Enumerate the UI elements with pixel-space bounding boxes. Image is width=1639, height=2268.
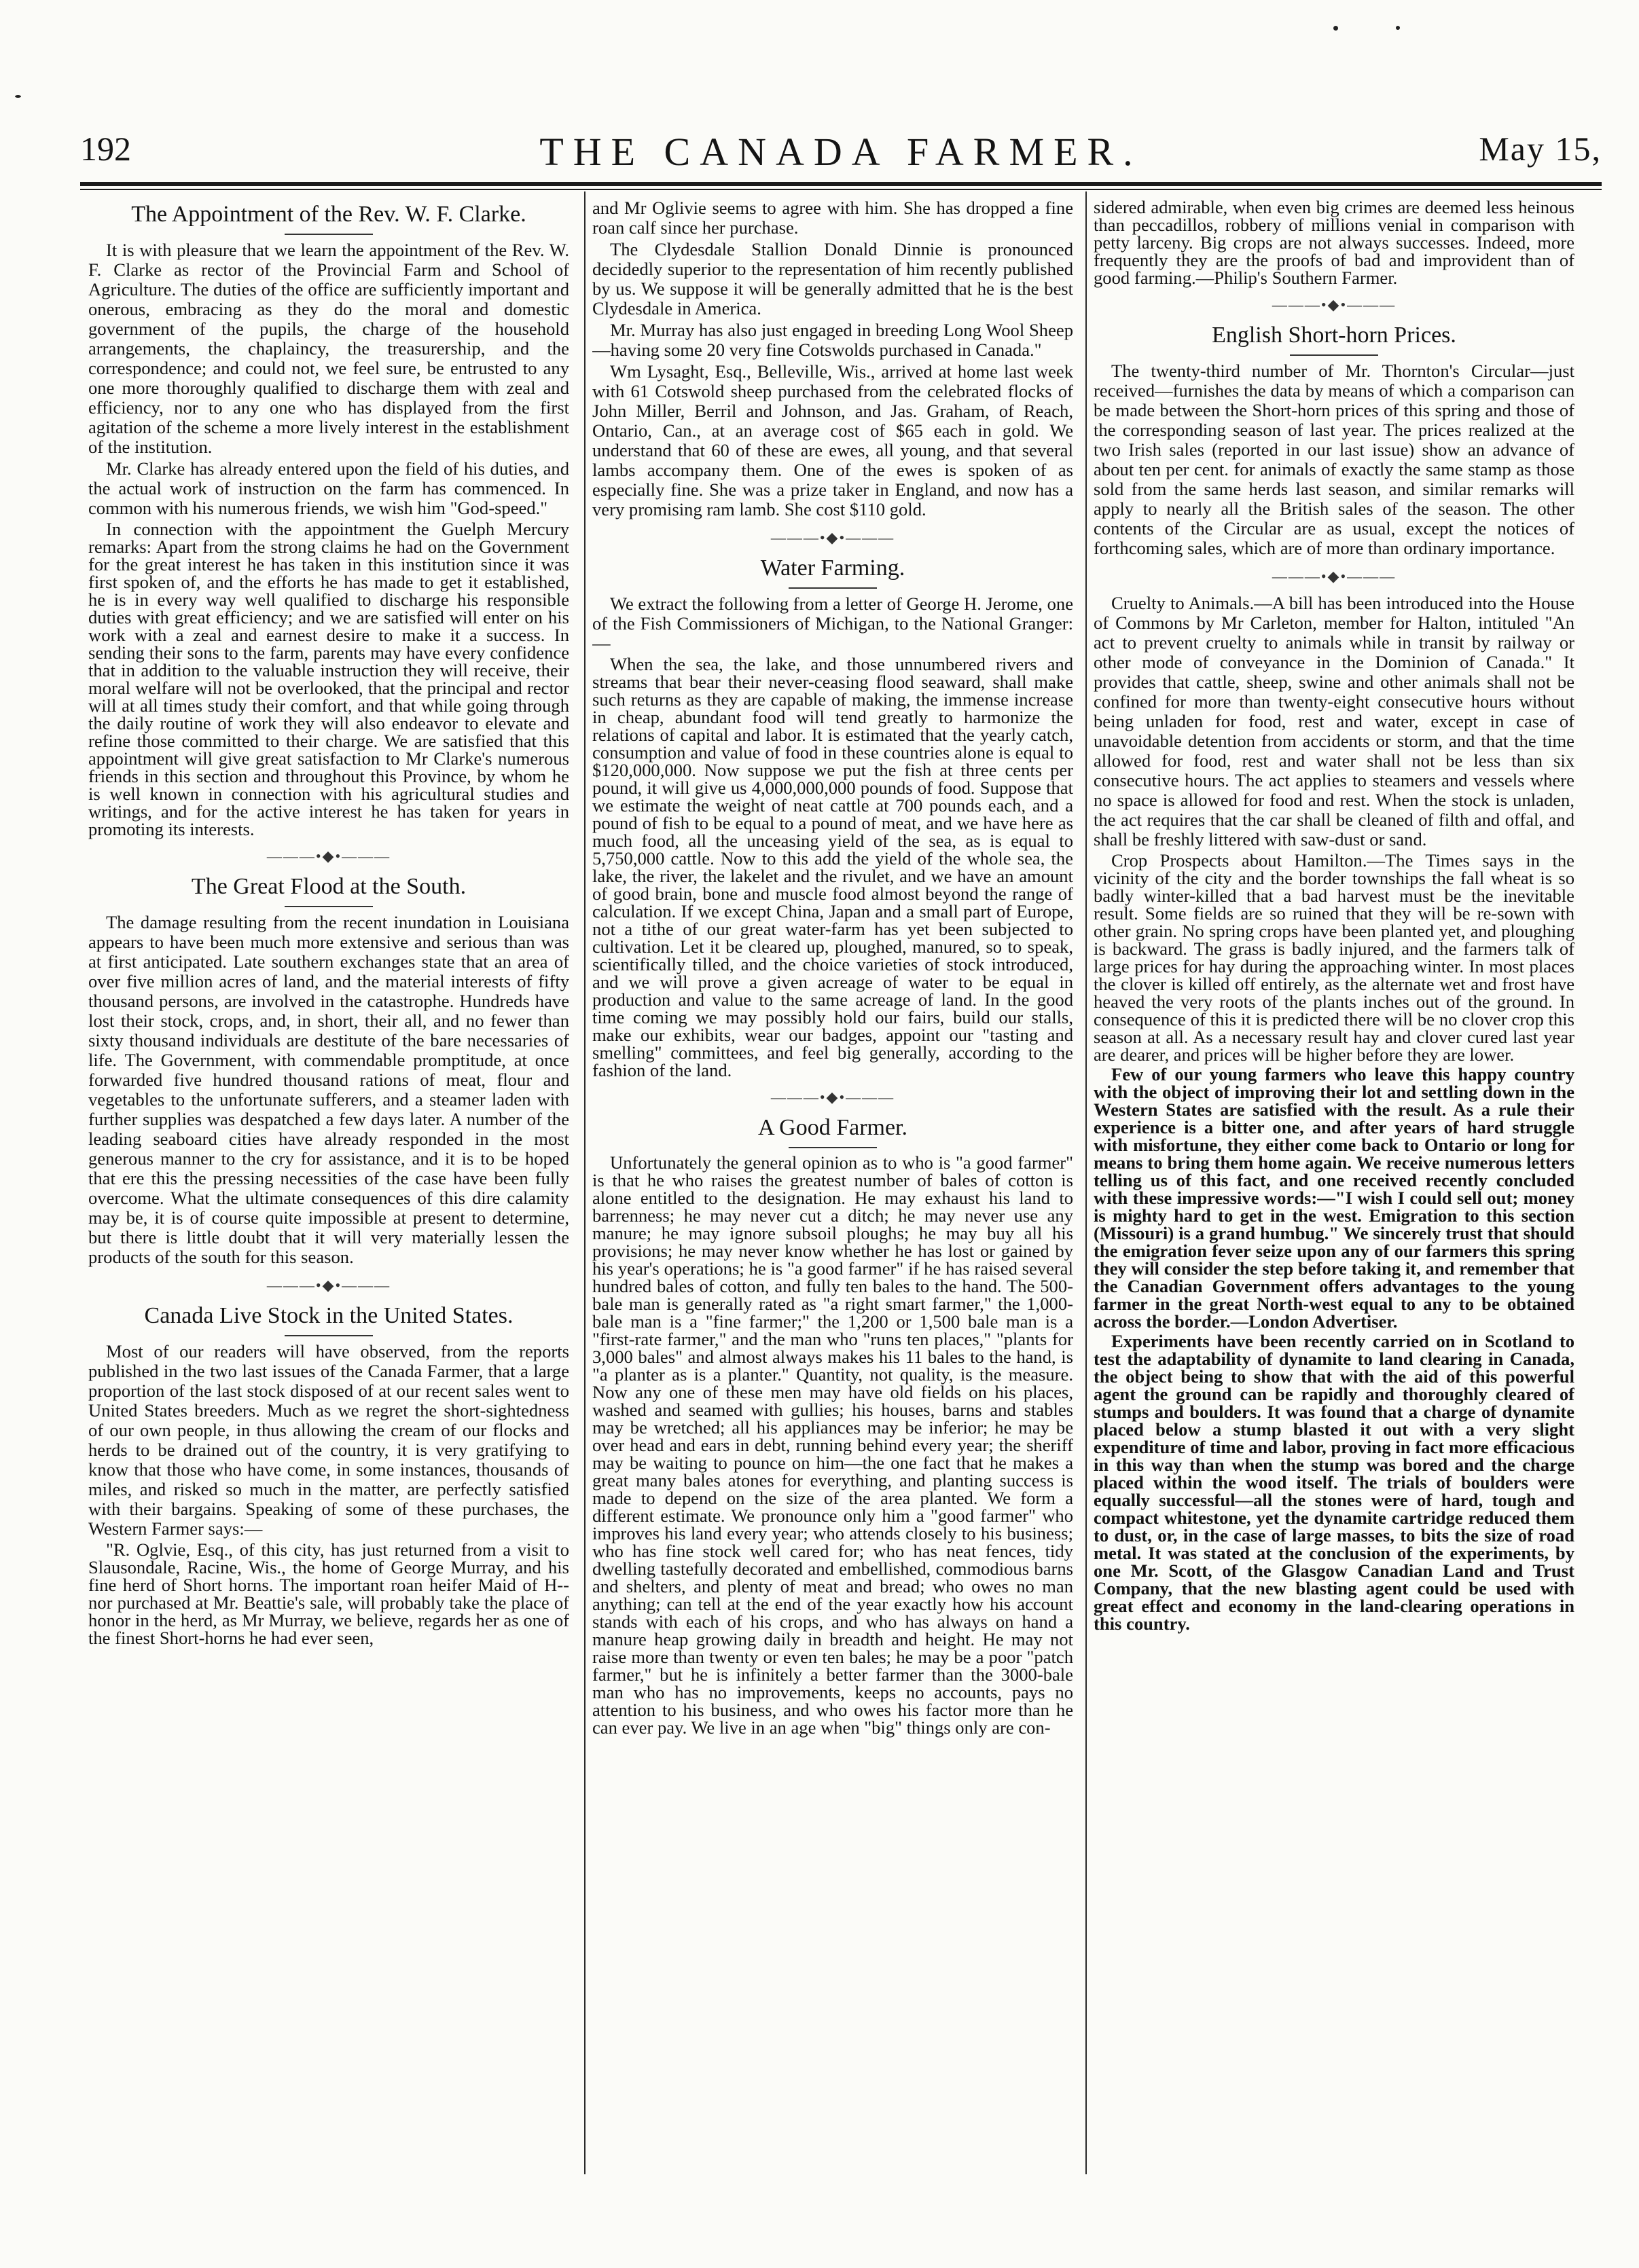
section-ornament: ———•◆•——— — [266, 847, 391, 864]
paragraph: Wm Lysaght, Esq., Belleville, Wis., arrived at home last week with 61 Cotswold sheep purchased from the celebrated flocks of John Miller, Berril and Johnson, and Jas. Graham, of Reach, Ontario, Can., at an average cost of $65 each in gold. We understand that 60 of these are ewes, all young, and that several lambs accompany them. One of the ewes is spoken of as especially fine. She was a prize taker in England, and now has a very promising ram lamb. She cost $110 gold. — [592, 361, 1073, 519]
article-title-livestock: Canada Live Stock in the United States. — [88, 1302, 569, 1336]
column-separator — [1085, 191, 1087, 2174]
section-ornament: ———•◆•——— — [1272, 296, 1397, 313]
article-title-flood: The Great Flood at the South. — [88, 873, 569, 907]
article-title-water: Water Farming. — [592, 555, 1073, 589]
column-3 — [1094, 198, 1574, 2181]
paragraph: Most of our readers will have observed, from the reports published in the two last issues of the Canada Farmer, that a large proportion of the last stock disposed of at our recent sales went to United States breeders. Much as we regret the short-sightedness of our own people, in thus allowing the cream of our flocks and herds to be drained out of the country, it is very gratifying to know that those who have come, in some instances, thousands of miles, and risked so much in the matter, are perfectly satisfied with their bargains. Speaking of some of these purchases, the Western Farmer says:— — [88, 1341, 569, 1539]
paragraph: We extract the following from a letter of George H. Jerome, one of the Fish Commissioners of Michigan, to the National Granger:— — [592, 593, 1073, 653]
article-title-good-farmer: A Good Farmer. — [592, 1114, 1073, 1148]
paragraph: "R. Oglvie, Esq., of this city, has just returned from a visit to Slausondale, Racine, Wis., the home of George Murray, and his fine herd of Short horns. The important roan heifer Maid of H-- nor purchased at Mr. Beattie's sale, will probably take the place of honor in the herd, as Mr Murray, we believe, regards her as one of the finest Short-horns he had ever seen, — [88, 1539, 569, 1648]
paragraph: Few of our young farmers who leave this happy country with the object of improving their lot and settling down in the Western States are satisfied with the result. As a rule their experience is a bitter one, and after years of hard struggle with misfortune, they either come back to Ontario or long for means to bring them home again. We receive numerous letters telling us of this fact, and one received recently concluded with these impressive words:—"I wish I could sell out; money is mighty hard to get in the west. Emigration to this section (Missouri) is a grand humbug." We sincerely trust that should the emigration fever seize upon any of our farmers this spring they will consider the step before taking it, and remember that the Canadian Government offers advantages to the young farmer in the great North-west equal to any to be obtained across the border.—London Advertiser. — [1094, 1064, 1574, 1332]
page-header — [80, 129, 1602, 177]
paragraph: and Mr Oglivie seems to agree with him. She has dropped a fine roan calf since her purchase. — [592, 198, 1073, 238]
paragraph: Crop Prospects about Hamilton.—The Times says in the vicinity of the city and the border townships the fall wheat is so badly winter-killed that a bad harvest must be the inevitable result. Some fields are so ruined that they will be re-sown with other grain. No spring crops have been planted yet, and ploughing is backward. The grass is badly injured, and the farmers talk of large prices for hay during the approaching winter. In most places the clover is killed off entirely, as the alternate wet and frost have heaved the very roots of the plants inches out of the ground. In consequence of this it is predicted there will be no clover crop this season at all. As a necessary result hay and clover cured last year are dearer, and prices will be higher before they are lower. — [1094, 850, 1574, 1065]
section-ornament: ———•◆•——— — [770, 1089, 895, 1105]
article-title-clarke: The Appointment of the Rev. W. F. Clarke. — [88, 201, 569, 235]
paragraph: Mr. Clarke has already entered upon the field of his duties, and the actual work of instruction on the farm has commenced. In common with his numerous friends, we wish him "God-speed." — [88, 458, 569, 518]
section-ornament: ———•◆•——— — [266, 1277, 391, 1294]
header-rule-thin — [80, 189, 1602, 190]
paragraph: Unfortunately the general opinion as to who is "a good farmer" is that he who raises the greatest number of bales of cotton is alone entitled to the designation. He may exhaust his land to barrenness; he may never cut a ditch; he may never use any manure; he may ignore subsoil ploughs; he may buy all his provisions; he may never know whether he has lost or gained by his year's operations; he is "a good farmer" if he has raised several hundred bales of cotton, and fully ten bales to the hand. The 500-bale man is generally rated as "a right smart farmer," the 1,000-bale man is a "fine farmer;" the 1,200 or 1,500 bale man is a "first-rate farmer," and the man who "runs ten places," "plants for 3,000 bales" and almost always makes his 11 bales to the hand, is "a planter as is a planter." Quantity, not quality, is the measure. Now any one of these men may have old fields on his places, washed and seamed with gullies; his houses, barns and stables may be wretched; all his appliances may be inferior; he may be over head and ears in debt, running behind every year; the sheriff may be waiting to pounce on him—the one fact that he makes a great many bales atones for everything, and planting success is made to depend on the size of the area planted. We form a different estimate. We pronounce only him a "good farmer" who improves his land every year; who attends closely to his business; who has fine stock well cared for; who has neat fences, tidy dwelling tastefully decorated and embellished, commodious barns and shelters, and plenty of meat and bread; who owes no man anything; can tell at the end of the year exactly how his account stands with each of his crops, and who has always on hand a manure heap growing daily in breadth and height. He may not raise more than twenty or even ten bales; he may be a poor "patch farmer," but he is infinitely a better farmer than the 3000-bale man who has no improvements, keeps no accounts, pays no attention to his business, and who owes his factor more than he can ever pay. We live in an age when "big" things only are con- — [592, 1152, 1073, 1738]
page-number: 192 — [80, 130, 131, 168]
column-1 — [88, 198, 569, 2181]
paragraph: Cruelty to Animals.—A bill has been introduced into the House of Commons by Mr Carleton, member for Halton, intituled "An act to prevent cruelty to animals while in transit by railway or other mode of conveyance in the Dominion of Canada." It provides that cattle, sheep, swine and other animals shall not be confined for more than twenty-eight consecutive hours without being unladen for food, rest and water, except in case of unavoidable detention from accidents or storm, and that the time allowed for food, rest and water shall not be less than six consecutive hours. The act applies to steamers and vessels where no space is allowed for food and rest. When the stock is unladen, the act requires that the car shall be cleaned of filth and offal, and shall be freshly littered with saw-dust or sand. — [1094, 593, 1574, 849]
paragraph: When the sea, the lake, and those unnumbered rivers and streams that bear their never-ceasing flood seaward, shall make such returns as they are capable of making, the immense increase in cheap, abundant food will tend greatly to harmonize the relations of capital and labor. It is estimated that the yearly catch, consumption and value of food in these countries alone is equal to $120,000,000. Now suppose we put the fish at three cents per pound, it will give us 4,000,000,000 pounds of food. Suppose that we estimate the weight of neat cattle at 700 pounds each, and a pound of fish to be equal to a pound of meat, and we have here as much food, all the unceasing yield of the sea, as is equal to 5,750,000 cattle. Now to this add the yield of the whole sea, the lake, the river, the lakelet and the rivulet, and we have an amount of good brain, bone and muscle food almost beyond the range of calculation. If we except China, Japan and a small part of Europe, not a tithe of our great water-farm has yet been subjected to cultivation. Let it be cleared up, ploughed, manured, so to speak, scientifically tilled, and the choice varieties of stock introduced, and we will prove a given acreage of water to be equal in production and value to the same acreage of land. In the good time coming we may possibly hold our fairs, build our stalls, make our exhibits, wear our badges, appoint our "tasting and smelling" committees, and feel big generally, according to the fashion of the land. — [592, 654, 1073, 1080]
section-ornament: ———•◆•——— — [770, 529, 895, 546]
column-2 — [592, 198, 1073, 2181]
paragraph: The Clydesdale Stallion Donald Dinnie is pronounced decidedly superior to the representation of him recently published by us. We suppose it will be generally admitted that he is the best Clydesdale in America. — [592, 239, 1073, 318]
issue-date: May 15, — [1479, 130, 1602, 168]
paragraph: Experiments have been recently carried on in Scotland to test the adaptability of dynamite to land clearing in Canada, the object being to show that with the aid of this powerful agent the ground can be rapidly and thoroughly cleared of stumps and boulders. It was found that a charge of dynamite placed below a stump blasted it out with a very slight expenditure of time and labor, proving in fact more efficacious in this way than when the stump was bored and the charge placed within the wood itself. The trials of boulders were equally successful—all the stones were of hard, tough and compact whitestone, yet the dynamite cartridge reduced them to dust, or, in the case of large masses, to bits the size of road metal. It was stated at the conclusion of the experiments, by one Mr. Scott, of the Glasgow Canadian Land and Trust Company, that the new blasting agent could be used with great effect and economy in the land-clearing operations in this country. — [1094, 1331, 1574, 1634]
paragraph: Mr. Murray has also just engaged in breeding Long Wool Sheep—having some 20 very fine Cotswolds purchased in Canada." — [592, 320, 1073, 360]
section-ornament: ———•◆•——— — [1272, 568, 1397, 585]
paragraph: It is with pleasure that we learn the appointment of the Rev. W. F. Clarke as rector of the Provincial Farm and School of Agriculture. The duties of the office are sufficiently important and onerous, embracing as they do the moral and domestic government of the pupils, the charge of the household arrangements, the chaplaincy, the treasurership, and the correspondence; and could not, we feel sure, be entrusted to any one more thoroughly qualified to discharge them with zeal and efficiency, nor to any one who has displayed from the first agitation of the scheme a more lively interest in the establishment of the institution. — [88, 240, 569, 457]
header-rule — [80, 182, 1602, 186]
masthead-title: THE CANADA FARMER. — [539, 130, 1142, 174]
paragraph: The damage resulting from the recent inundation in Louisiana appears to have been much more extensive and serious than was at first anticipated. Late southern exchanges state that an area of over five million acres of land, and the material interests of fifty thousand persons, are involved in the catastrophe. Hundreds have lost their stock, crops, and, in short, their all, and no fewer than sixty thousand individuals are destitute of the bare necessaries of life. The Government, with commendable promptitude, at once forwarded five hundred thousand rations of meat, flour and vegetables to the unfortunate sufferers, and a steamer laden with further supplies was despatched a few days later. A number of the leading seaboard cities have already responded in the most generous manner to the cry for assistance, and it is to be hoped that ere this the pressing necessities of the case have been fully overcome. What the ultimate consequences of this dire calamity may be, it is of course quite impossible at present to determine, but there is little doubt that it will very materially lessen the products of the south for this season. — [88, 912, 569, 1267]
paragraph: In connection with the appointment the Guelph Mercury remarks: Apart from the strong claims he had on the Government for the great interest he has taken in this institution since it was first spoken of, and the efforts he has made to get it established, he is in every way well qualified to discharge his responsible duties with great efficiency; and we are satisfied will enter on his work with a zeal and earnest desire to make it a success. In sending their sons to the farm, parents may have every confidence that in addition to the valuable instruction they will receive, their moral welfare will not be overlooked, that the principal and rector will at all times study their comfort, and that while going through the daily routine of work they will also endeavor to elevate and refine those committed to their charge. We are satisfied that this appointment will give great satisfaction to Mr Clarke's numerous friends in this section and throughout this Province, by whom he is well known in connection with his agricultural studies and writings, and for the active interest he has taken for years in promoting its interests. — [88, 519, 569, 839]
paragraph: The twenty-third number of Mr. Thornton's Circular—just received—furnishes the data by means of which a comparison can be made between the Short-horn prices of this spring and those of the corresponding season of last year. The prices realized at the two Irish sales (reported in our last issue) show an advance of about ten per cent. for animals of exactly the same stamp as those sold from the same herds last season, and similar remarks will apply to nearly all the British sales of the season. The other contents of the Circular are as usual, except the notices of forthcoming sales, which are of more than ordinary importance. — [1094, 361, 1574, 558]
column-separator — [584, 191, 586, 2174]
article-title-shorthorn: English Short-horn Prices. — [1094, 322, 1574, 356]
paragraph: sidered admirable, when even big crimes are deemed less heinous than peccadillos, robbery of millions venial in comparison with petty larceny. Big crops are not always successes. Indeed, more frequently they are the proofs of bad and improvident than of good farming.—Philip's Southern Farmer. — [1094, 198, 1574, 288]
